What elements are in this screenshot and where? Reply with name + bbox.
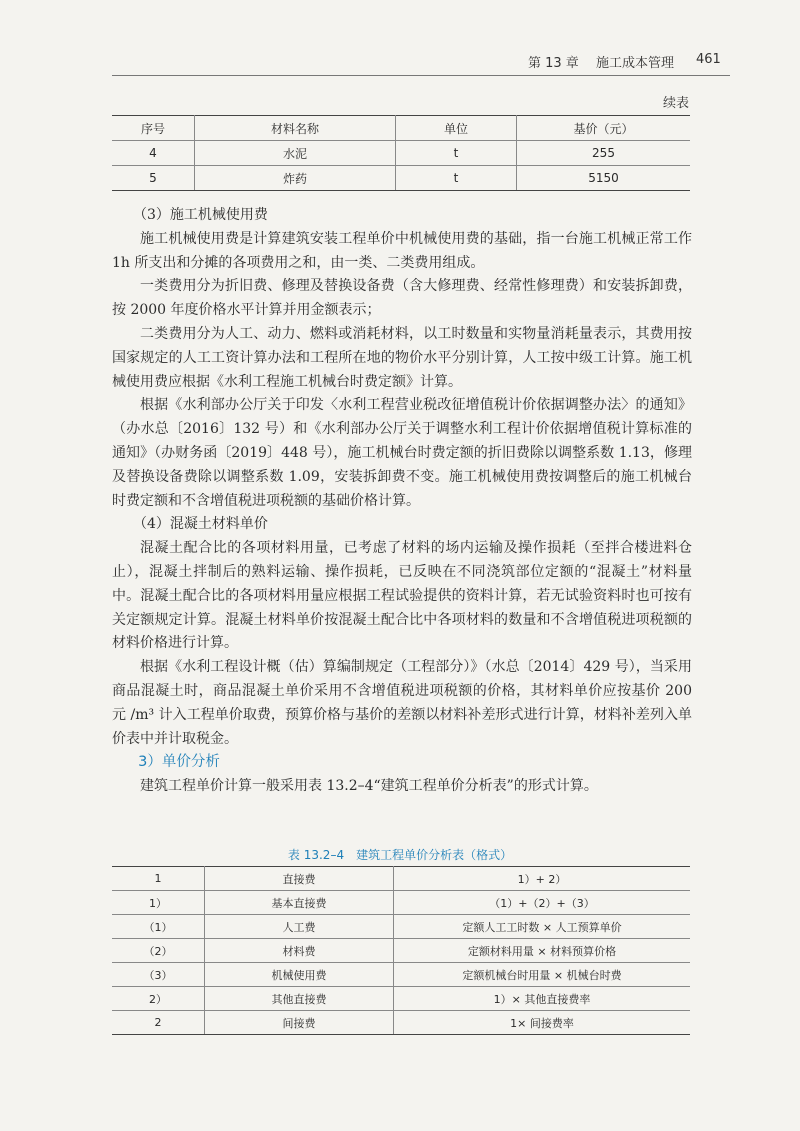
paragraph: 施工机械使用费是计算建筑安装工程单价中机械使用费的基础，指一台施工机械正常工作 1h 所支出和分摊的各项费用之和，由一类、二类费用组成。 (112, 230, 692, 271)
continued-label: 续表 (663, 96, 690, 111)
cell: 材料费 (205, 939, 394, 963)
cell: t (396, 141, 517, 166)
cell: 1 (112, 867, 205, 891)
paragraph: 二类费用分为人工、动力、燃料或消耗材料，以工时数量和实物量消耗量表示，其费用按国家规定的人工工资计算办法和工程所在地的物价水平分别计算，人工按中级工计算。施工机械使用费应根据《水利工程施工机械台时费定额》计算。 (112, 325, 692, 390)
cell: 4 (112, 141, 195, 166)
paragraph: 根据《水利工程设计概（估）算编制规定（工程部分）》（水总〔2014〕429 号），当采用商品混凝土时，商品混凝土单价采用不含增值税进项税额的价格，其材料单价应按基价 200 元 /m³ 计入工程单价取费，预算价格与基价的差额以材料补差形式进行计算，材料补差列入单价表中并计取税金。 (112, 659, 692, 747)
col-header-material: 材料名称 (195, 116, 396, 141)
chapter-title: 施工成本管理 (596, 56, 675, 71)
cell: 5150 (517, 166, 691, 191)
cell: （1） (112, 915, 205, 939)
page-number: 461 (696, 52, 721, 67)
header-rule (112, 75, 730, 76)
cell: 255 (517, 141, 691, 166)
cell: 定额人工工时数 × 人工预算单价 (394, 915, 691, 939)
cell: 1） (112, 891, 205, 915)
paragraph: 根据《水利部办公厅关于印发〈水利工程营业税改征增值税计价依据调整办法〉的通知》（办水总〔2016〕132 号）和《水利部办公厅关于调整水利工程计价依据增值税计算标准的通知》（办财务函〔2019〕448 号），施工机械台时费定额的折旧费除以调整系数 1.13，修理及替换设备费除以调整系数 1.09，安装拆卸费不变。施工机械使用费按调整后的施工机械台时费定额和不含增值税进项税额的基础价格计算。 (112, 397, 692, 509)
unit-price-analysis-table (112, 866, 690, 1035)
table-row (112, 987, 690, 1011)
cell: 1× 间接费率 (394, 1011, 691, 1035)
cell: （2） (112, 939, 205, 963)
table-row (112, 867, 690, 891)
table-row (112, 166, 690, 191)
material-price-table (112, 115, 690, 191)
cell: 5 (112, 166, 195, 191)
table-row (112, 891, 690, 915)
cell: 2） (112, 987, 205, 1011)
chapter-label: 第 13 章 (528, 56, 579, 71)
cell: 直接费 (205, 867, 394, 891)
cell: 炸药 (195, 166, 396, 191)
cell: 其他直接费 (205, 987, 394, 1011)
cell: 水泥 (195, 141, 396, 166)
cell: 间接费 (205, 1011, 394, 1035)
cell: 定额材料用量 × 材料预算价格 (394, 939, 691, 963)
col-header-no: 序号 (112, 116, 195, 141)
section-heading: （3）施工机械使用费 (133, 207, 268, 223)
table-row (112, 1011, 690, 1035)
cell: （1）+（2）+（3） (394, 891, 691, 915)
table-row (112, 963, 690, 987)
table-header-row (112, 116, 690, 141)
table-caption: 表 13.2–4 建筑工程单价分析表（格式） (287, 848, 513, 862)
paragraph: 建筑工程单价计算一般采用表 13.2–4“建筑工程单价分析表”的形式计算。 (140, 778, 598, 795)
cell: 1）× 其他直接费率 (394, 987, 691, 1011)
paragraph: 混凝土配合比的各项材料用量，已考虑了材料的场内运输及操作损耗（至拌合楼进料仓止），混凝土拌制后的熟料运输、操作损耗，已反映在不同浇筑部位定额的“混凝土”材料量中。混凝土配合比的各项材料用量应根据工程试验提供的资料计算，若无试验资料时也可按有关定额规定计算。混凝土材料单价按混凝土配合比中各项材料的数量和不含增值税进项税额的材料价格进行计算。 (112, 540, 692, 652)
paragraph: 一类费用分为折旧费、修理及替换设备费（含大修理费、经常性修理费）和安装拆卸费，按 2000 年度价格水平计算并用金额表示； (112, 278, 692, 319)
table-row (112, 939, 690, 963)
table-row (112, 141, 690, 166)
cell: 机械使用费 (205, 963, 394, 987)
cell: 1）+ 2） (394, 867, 691, 891)
col-header-price: 基价（元） (517, 116, 691, 141)
section-heading: （4）混凝土材料单价 (133, 516, 268, 533)
cell: 定额机械台时用量 × 机械台时费 (394, 963, 691, 987)
cell: 基本直接费 (205, 891, 394, 915)
cell: t (396, 166, 517, 191)
cell: （3） (112, 963, 205, 987)
table-row (112, 915, 690, 939)
cell: 人工费 (205, 915, 394, 939)
cell: 2 (112, 1011, 205, 1035)
subsection-heading: 3）单价分析 (138, 754, 220, 771)
col-header-unit: 单位 (396, 116, 517, 141)
body-text (112, 204, 692, 799)
